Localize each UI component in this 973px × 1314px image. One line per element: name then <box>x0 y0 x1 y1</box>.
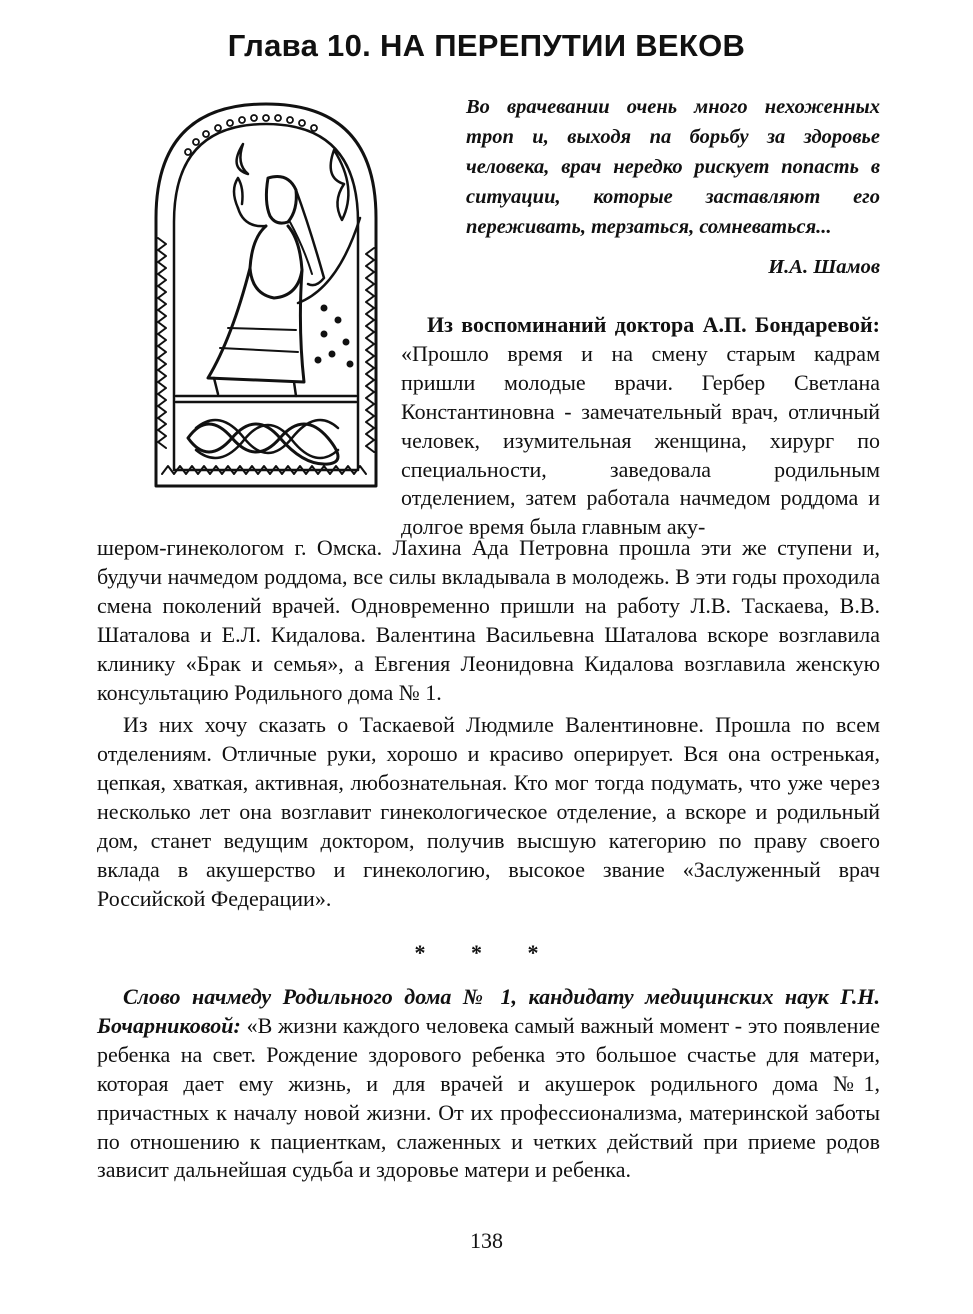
page-number: 138 <box>470 1228 503 1253</box>
memoir-paragraph-start <box>401 311 880 542</box>
memoir-main-block <box>97 534 880 914</box>
chapter-title: Глава 10. НА ПЕРЕПУТИИ ВЕКОВ <box>227 28 746 63</box>
address-lead: Слово начмеду Родильного дома № 1, кандидату медицинских наук Г.Н. Бочарниковой: <box>97 984 880 1038</box>
memoir-lead: Из воспоминаний доктора А.П. Бондаревой: <box>427 312 880 337</box>
epigraph-text: Во врачевании очень много нехоженных троп и, выходя па борьбу за здоровье человека, врач нередко рискует попасть в ситуации, которые заставляют его переживать, терзаться, сомневаться... <box>466 96 880 238</box>
memoir-text-part2: шером-гинекологом г. Омска. Лахина Ада Петровна прошла эти же ступени и, будучи начмедом роддома, все силы вкладывала в молодежь. В эти годы проходила смена поколений врачей. Одновременно пришли на работу Л.В. Таскаева, В.В. Шаталова и Е.Л. Кидалова. Валентина Васильевна Шаталова вскоре возглавила клинику «Брак и семья», а Евгения Леонидовна Кидалова возглавила женскую консультацию Родильного дома № 1. <box>97 535 880 705</box>
section-separator: * * * <box>414 940 559 965</box>
memoir-text-part1: «Прошло время и на смену старым кадрам пришли молодые врачи. Гербер Светлана Константиновна - замечательный врач, отличный человек, изумительная женщина, хирург по специальности, заведовала родильным отделением, затем работала начмедом роддома и долгое время была главным аку- <box>401 340 880 540</box>
epigraph-author: И.А. Шамов <box>768 256 880 278</box>
address-paragraph <box>97 983 880 1185</box>
memoir-paragraph2: Из них хочу сказать о Таскаевой Людмиле Валентиновне. Прошла по всем отделениям. Отличные руки, хорошо и красиво оперирует. Вся она остренькая, цепкая, хваткая, активная, любознательная. Кто мог тогда подумать, что уже через несколько лет она возглавит гинекологическое отделение, а вскоре и родильный дом, станет ведущим доктором, получив высшую категорию по праву своего вклада в акушерство и гинекологию, высокое звание «Заслуженный врач Российской Федерации». <box>97 712 880 911</box>
woman-under-moon-illustration-icon <box>148 98 384 493</box>
address-text: «В жизни каждого человека самый важный момент - это появление ребенка на свет. Рождение здорового ребенка это большое счастье для матери, которая дает ему жизнь, и для врачей и акушерок родильного дома №1, причастных к началу новой жизни. От их профессионализма, материнской заботы по отношению к пациенткам, слаженных и четких действий при приеме родов зависит дальнейшая судьба и здоровье матери и ребенка. <box>97 1012 880 1183</box>
